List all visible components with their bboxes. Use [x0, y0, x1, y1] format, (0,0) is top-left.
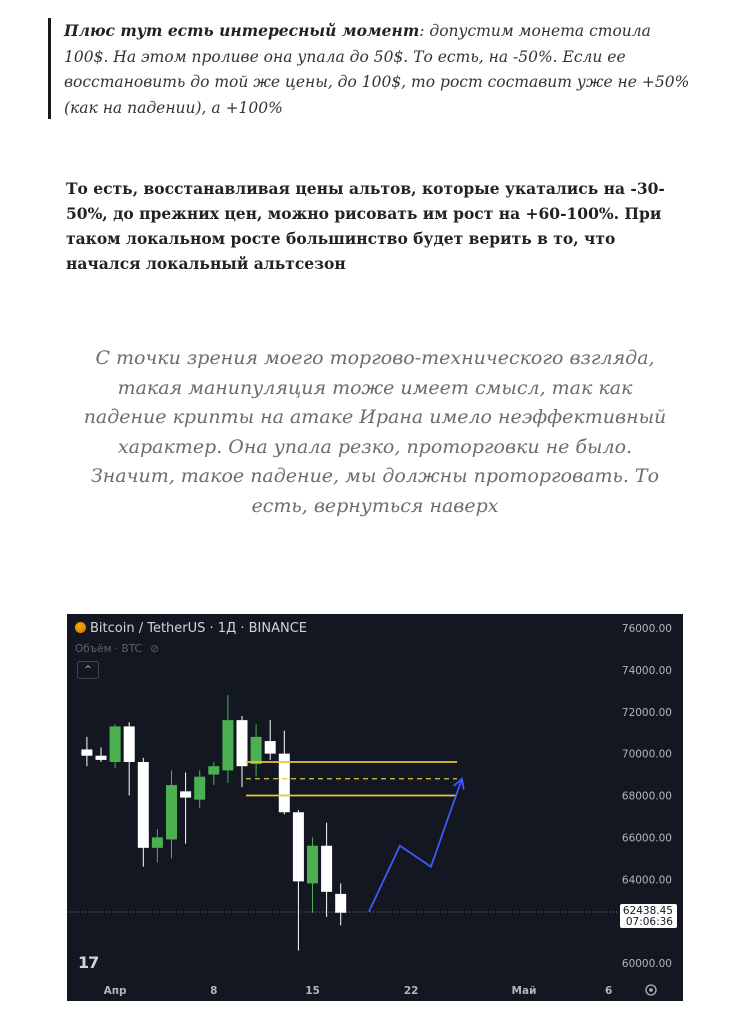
chart-title-text: Bitcoin / TetherUS · 1Д · BINANCE: [90, 621, 308, 636]
blockquote: [64, 18, 694, 121]
volume-indicator[interactable]: [75, 643, 159, 655]
pull-quote: С точки зрения моего торгово-технического взгляда, такая манипуляция тоже имеет смысл, так как падение крипты на атаке Ирана имело неэффективный характер. Она упала резко, проторговки не было. Значит, такое падение, мы должны проторговать. То есть, вернуться наверх: [83, 347, 667, 517]
bold-paragraph: То есть, восстанавливая цены альтов, которые укатались на -30-50%, до прежних цен, можно рисовать им рост на +60-100%. При таком локальном росте большинство будет верить в то, что начался локальный альтсезон: [66, 179, 665, 273]
bitcoin-logo-icon: [75, 622, 86, 633]
eye-crossed-icon[interactable]: ⊘: [150, 643, 160, 655]
chart-title: [75, 621, 307, 636]
candle-body: [138, 762, 149, 848]
time-tick-label: Апр: [103, 985, 127, 997]
countdown-label: 07:06:36: [625, 915, 673, 928]
price-tick-label: 70000.00: [621, 748, 672, 761]
candle-body: [335, 894, 346, 913]
candle-body: [124, 726, 135, 762]
time-tick-label: Май: [511, 985, 537, 997]
tradingview-logo[interactable]: 17: [78, 953, 99, 972]
candle-body: [251, 737, 262, 764]
time-tick-label: 22: [403, 985, 419, 997]
candle-body: [237, 720, 248, 766]
volume-label: Объём · BTC: [75, 643, 142, 655]
blockquote-lead: Плюс тут есть интересный момент: [64, 21, 420, 40]
candle-body: [96, 756, 107, 760]
gear-icon-center: [649, 988, 653, 992]
candle-body: [180, 791, 191, 797]
time-tick-label: 15: [305, 985, 320, 997]
candle-body: [110, 726, 121, 762]
candle-body: [208, 766, 219, 774]
candle-body: [265, 741, 276, 754]
price-tick-label: 68000.00: [621, 790, 672, 803]
time-axis-bg: [67, 978, 683, 1001]
chart-canvas: [67, 614, 683, 1001]
price-tick-label: 66000.00: [621, 832, 672, 845]
price-tick-label: 76000.00: [621, 623, 672, 635]
candle-body: [194, 777, 205, 800]
time-tick-label: 8: [210, 985, 218, 997]
candle-body: [152, 837, 163, 847]
collapse-button[interactable]: ^: [77, 661, 99, 679]
time-tick-label: 6: [604, 985, 613, 997]
candle-body: [166, 785, 177, 839]
current-price-label: 62438.45: [622, 904, 673, 917]
candle-body: [81, 749, 92, 755]
price-tick-label: 74000.00: [621, 664, 672, 677]
candle-body: [293, 812, 304, 881]
blockquote-bar: [48, 18, 51, 119]
price-tick-label: 72000.00: [621, 706, 672, 719]
projection-path: [369, 779, 462, 912]
price-tick-label: 60000.00: [621, 958, 672, 970]
price-chart[interactable]: [67, 614, 683, 1001]
candle-body: [222, 720, 233, 770]
blockquote-text: : допустим монета стоила 100$. На этом проливе она упала до 50$. То есть, на -50%. Если ее восстановить до той же цены, до 100$, то рост составит уже не +50% (как на падении), а +100%: [64, 22, 690, 117]
candle-body: [307, 846, 318, 884]
candle-body: [321, 846, 332, 892]
price-tick-label: 64000.00: [621, 874, 672, 887]
